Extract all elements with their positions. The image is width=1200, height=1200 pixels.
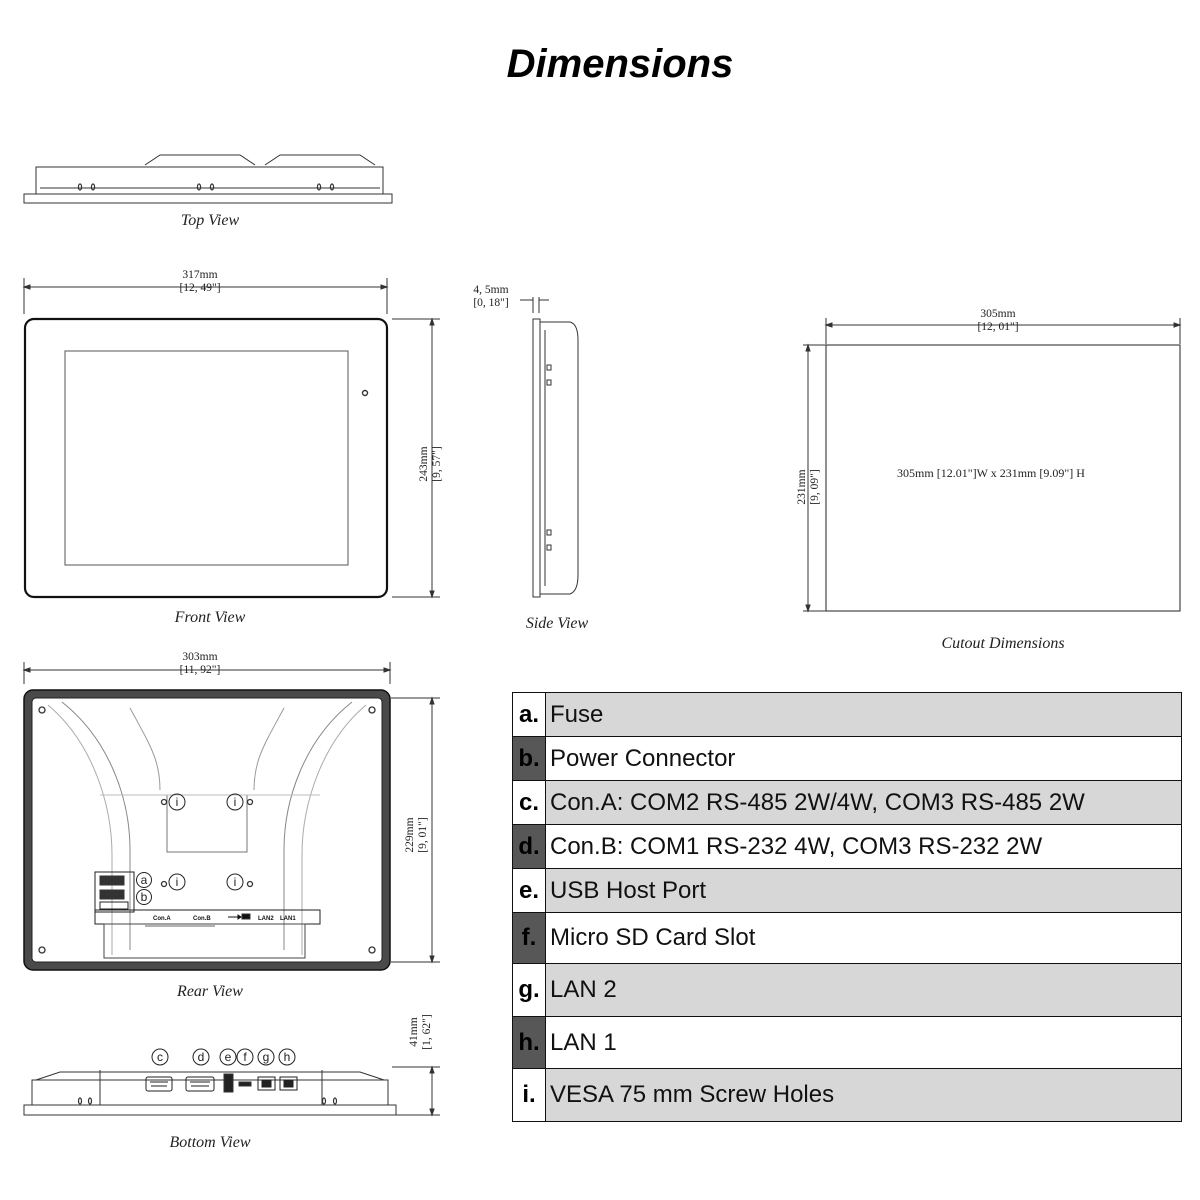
top-view-drawing xyxy=(24,155,392,203)
callout-d xyxy=(193,1049,209,1065)
rear-port-label-con-a: Con.A xyxy=(153,916,171,922)
rear-port-label-con-b: Con.B xyxy=(193,916,211,922)
sd-slot-icon xyxy=(242,914,250,919)
bottom-con-b xyxy=(186,1077,214,1091)
cutout-width-in: [12, 01"] xyxy=(977,321,1019,333)
rear-port-label-lan1: LAN1 xyxy=(280,916,296,922)
front-width-mm: 317mm xyxy=(182,269,218,281)
bottom-con-a xyxy=(146,1077,172,1091)
legend-text: Con.B: COM1 RS-232 4W, COM3 RS-232 2W xyxy=(546,825,1182,869)
legend-key: c. xyxy=(513,781,546,825)
side-depth-label xyxy=(466,284,516,310)
front-height-mm: 243mm xyxy=(418,446,430,482)
legend-text: Con.A: COM2 RS-485 2W/4W, COM3 RS-485 2W xyxy=(546,781,1182,825)
svg-text:i: i xyxy=(175,795,179,809)
legend-text: Power Connector xyxy=(546,737,1182,781)
caption-side-view: Side View xyxy=(525,615,589,632)
rear-width-label xyxy=(160,651,240,677)
front-height-label xyxy=(418,424,444,504)
legend-text: LAN 2 xyxy=(546,964,1182,1017)
caption-top-view: Top View xyxy=(180,212,240,229)
svg-text:i: i xyxy=(233,875,237,889)
svg-text:c: c xyxy=(157,1050,163,1064)
side-depth-mm: 4, 5mm xyxy=(473,284,509,296)
svg-text:i: i xyxy=(175,875,179,889)
legend-key: a. xyxy=(513,693,546,737)
bottom-usb-port xyxy=(224,1074,233,1092)
front-width-label xyxy=(160,269,240,295)
legend-key: g. xyxy=(513,964,546,1017)
svg-text:g: g xyxy=(262,1050,270,1064)
legend-row xyxy=(513,693,1182,737)
bottom-holes xyxy=(79,1098,337,1104)
side-view-holes xyxy=(547,365,551,550)
bottom-height-mm: 41mm xyxy=(408,1017,420,1047)
svg-text:i: i xyxy=(233,795,237,809)
rear-width-in: [11, 92"] xyxy=(179,664,221,676)
side-view-drawing xyxy=(520,297,578,597)
bottom-view-drawing xyxy=(24,1049,440,1115)
legend-key: b. xyxy=(513,737,546,781)
cutout-size-note: 305mm [12.01"]W x 231mm [9.09"] H xyxy=(897,466,1085,480)
port-legend-table xyxy=(512,692,1182,1122)
legend-text: VESA 75 mm Screw Holes xyxy=(546,1069,1182,1122)
svg-text:b: b xyxy=(140,890,148,904)
rear-height-in: [9, 01"] xyxy=(417,817,429,853)
cutout-width-mm: 305mm xyxy=(980,308,1016,320)
legend-key: h. xyxy=(513,1017,546,1069)
legend-row xyxy=(513,1017,1182,1069)
front-height-in: [9, 57"] xyxy=(431,446,443,482)
legend-row xyxy=(513,869,1182,913)
callout-g xyxy=(258,1049,274,1065)
bottom-sd-slot xyxy=(239,1082,251,1086)
bottom-lan1 xyxy=(280,1077,297,1090)
callout-h xyxy=(279,1049,295,1065)
side-depth-in: [0, 18"] xyxy=(473,297,509,309)
legend-text: LAN 1 xyxy=(546,1017,1182,1069)
callout-f xyxy=(237,1049,253,1065)
rear-height-label xyxy=(404,795,430,875)
svg-text:a: a xyxy=(140,873,148,887)
bottom-callouts xyxy=(152,1049,295,1065)
legend-row xyxy=(513,964,1182,1017)
legend-row xyxy=(513,1069,1182,1122)
caption-front-view: Front View xyxy=(174,609,246,626)
rear-width-mm: 303mm xyxy=(182,651,218,663)
svg-text:e: e xyxy=(224,1050,232,1064)
rear-port-label-lan2: LAN2 xyxy=(258,916,274,922)
cutout-height-in: [9, 09"] xyxy=(809,469,821,505)
caption-cutout-dimensions: Cutout Dimensions xyxy=(941,635,1065,652)
callout-c xyxy=(152,1049,168,1065)
legend-text: Fuse xyxy=(546,693,1182,737)
cutout-height-label xyxy=(796,447,822,527)
top-view-holes xyxy=(78,184,333,190)
svg-text:f: f xyxy=(243,1050,247,1064)
front-view-drawing xyxy=(24,278,440,597)
caption-rear-view: Rear View xyxy=(177,983,243,1000)
bottom-lan2 xyxy=(258,1077,275,1090)
legend-key: e. xyxy=(513,869,546,913)
cutout-drawing xyxy=(803,318,1180,611)
bottom-height-in: [1, 62"] xyxy=(421,1014,433,1050)
legend-key: d. xyxy=(513,825,546,869)
bottom-height-label xyxy=(408,992,434,1072)
legend-row xyxy=(513,825,1182,869)
page-title: Dimensions xyxy=(506,42,734,86)
svg-text:h: h xyxy=(283,1050,291,1064)
callout-e xyxy=(220,1049,236,1065)
rear-view-drawing xyxy=(24,662,440,970)
legend-row xyxy=(513,781,1182,825)
legend-key: f. xyxy=(513,913,546,964)
cutout-height-mm: 231mm xyxy=(796,469,808,505)
legend-text: Micro SD Card Slot xyxy=(546,913,1182,964)
cutout-width-label xyxy=(958,308,1038,334)
legend-row xyxy=(513,913,1182,964)
svg-text:d: d xyxy=(197,1050,205,1064)
legend-key: i. xyxy=(513,1069,546,1122)
legend-row xyxy=(513,737,1182,781)
legend-text: USB Host Port xyxy=(546,869,1182,913)
rear-height-mm: 229mm xyxy=(404,817,416,853)
front-width-in: [12, 49"] xyxy=(179,282,221,294)
caption-bottom-view: Bottom View xyxy=(169,1134,251,1151)
